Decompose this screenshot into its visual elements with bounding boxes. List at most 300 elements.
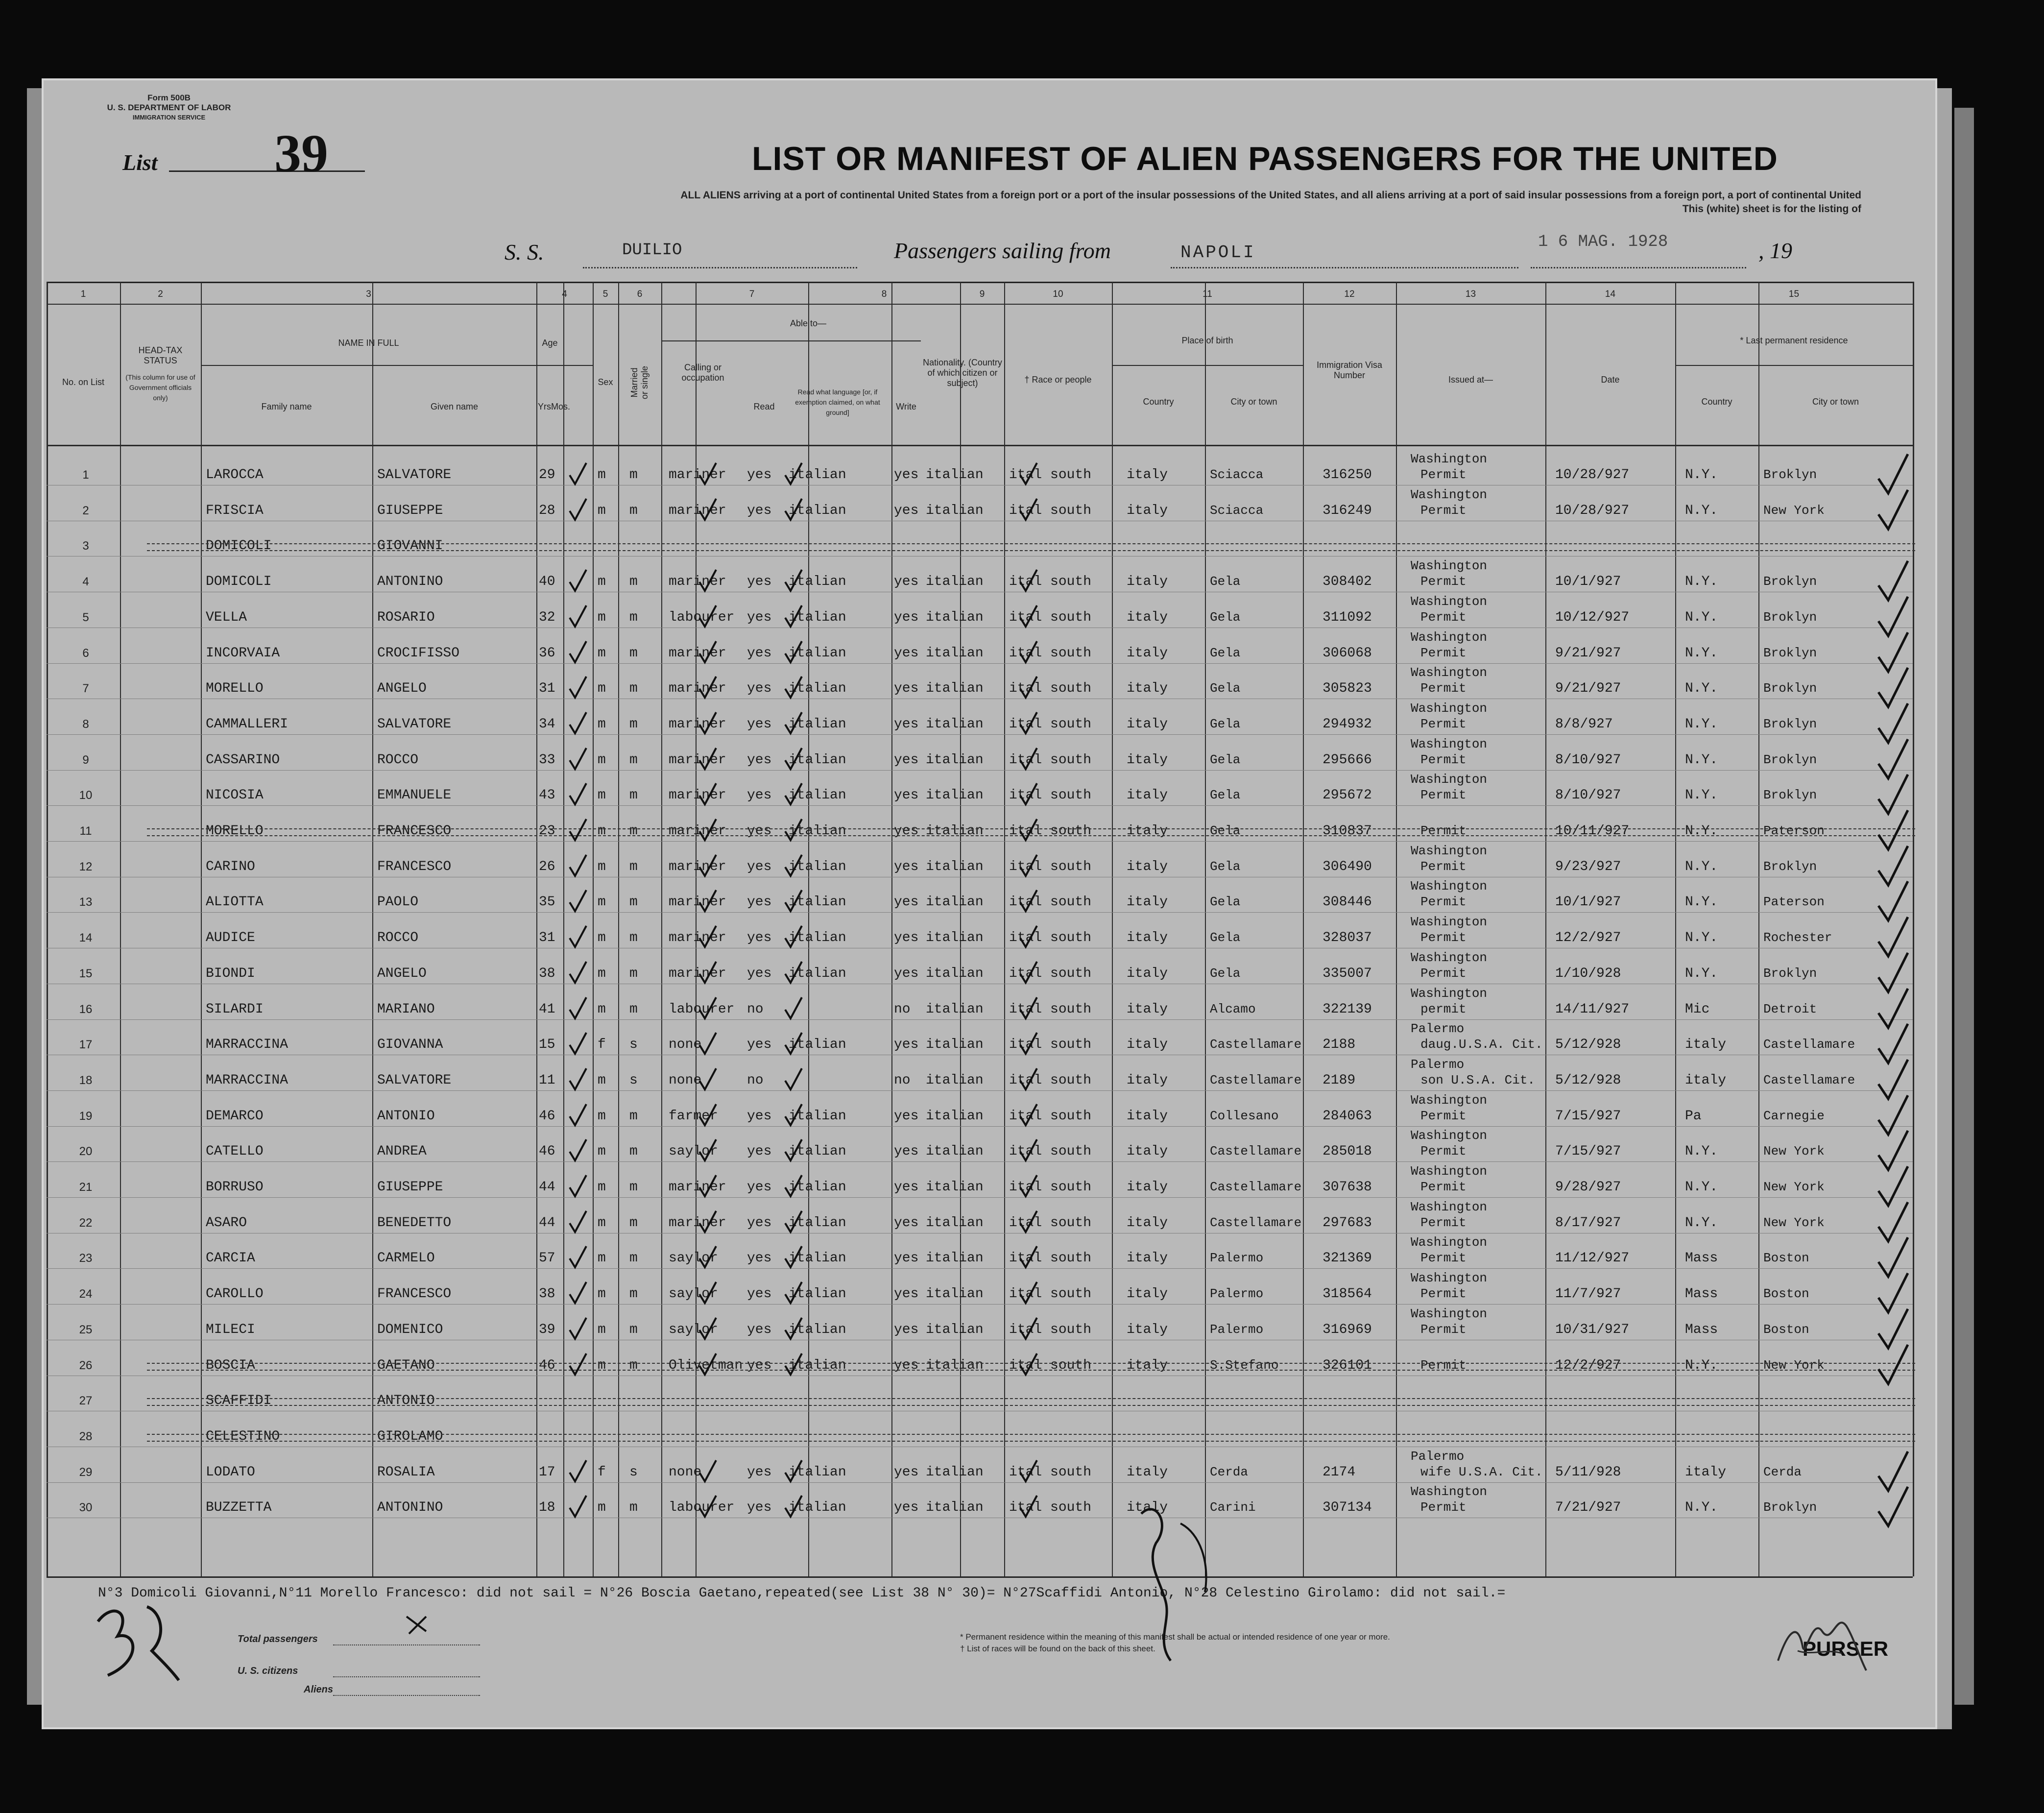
visa-number: 308446 bbox=[1323, 894, 1372, 910]
column-rule bbox=[1205, 282, 1206, 1576]
marital-status: m bbox=[629, 467, 638, 483]
residence-city: Boston bbox=[1763, 1286, 1809, 1302]
residence-country: N.Y. bbox=[1685, 716, 1718, 732]
family-name: CATELLO bbox=[206, 1144, 264, 1160]
can-write: no bbox=[894, 1072, 911, 1088]
issued-at-place: Washington bbox=[1411, 879, 1488, 894]
read-language: italian bbox=[789, 1180, 846, 1195]
residence-city: Boston bbox=[1763, 1322, 1809, 1337]
birth-country: italy bbox=[1127, 1144, 1168, 1160]
checkmark-icon bbox=[568, 1494, 588, 1519]
checkmark-icon bbox=[568, 604, 588, 629]
checkmark-icon bbox=[1019, 1174, 1038, 1198]
column-number: 3 bbox=[366, 289, 371, 299]
family-name: SILARDI bbox=[206, 1001, 264, 1017]
checkmark-icon bbox=[568, 924, 588, 949]
issued-at-type: Permit bbox=[1420, 894, 1467, 910]
issue-date: 9/23/927 bbox=[1555, 859, 1621, 874]
issue-date: 8/17/927 bbox=[1555, 1215, 1621, 1231]
can-write: yes bbox=[894, 574, 919, 590]
race: ital south bbox=[1009, 1251, 1092, 1266]
birth-country: italy bbox=[1127, 1037, 1168, 1053]
given-name: FRANCESCO bbox=[377, 1286, 452, 1302]
sex: m bbox=[598, 1072, 606, 1088]
visa-number: 322139 bbox=[1323, 1001, 1372, 1017]
family-name: MILECI bbox=[206, 1322, 255, 1337]
age: 35 bbox=[539, 894, 555, 910]
issue-date: 5/11/928 bbox=[1555, 1464, 1621, 1480]
checkmark-icon bbox=[1019, 747, 1038, 771]
sex: m bbox=[598, 1357, 606, 1373]
page-edge-right-2 bbox=[1954, 108, 1974, 1705]
read-language: italian bbox=[789, 1464, 846, 1480]
checkmark-icon bbox=[568, 497, 588, 522]
marital-status: m bbox=[629, 930, 638, 946]
birth-country: italy bbox=[1127, 1251, 1168, 1266]
column-number: 6 bbox=[637, 289, 643, 299]
sex: m bbox=[598, 467, 606, 483]
family-name: DOMICOLI bbox=[206, 574, 272, 590]
column-header-read: Read bbox=[753, 402, 775, 411]
can-write: yes bbox=[894, 681, 919, 697]
birth-country: italy bbox=[1127, 1001, 1168, 1017]
birth-city: Alcamo bbox=[1210, 1001, 1256, 1016]
checkmark-icon bbox=[1019, 604, 1038, 629]
family-name: LODATO bbox=[206, 1464, 255, 1480]
family-name: SCAFFIDI bbox=[206, 1393, 272, 1409]
checkmark-icon bbox=[1019, 711, 1038, 735]
visa-number: 295666 bbox=[1323, 752, 1372, 768]
marital-status: m bbox=[629, 1322, 638, 1337]
page-edge-right bbox=[1937, 88, 1952, 1729]
occupation: mariner bbox=[669, 823, 726, 839]
checkmark-icon bbox=[698, 604, 718, 629]
given-name: MARIANO bbox=[377, 1001, 435, 1017]
column-header-city-or-town: City or town bbox=[1230, 397, 1277, 407]
checkmark-icon bbox=[568, 960, 588, 985]
sex: f bbox=[598, 1464, 606, 1480]
can-write: yes bbox=[894, 1144, 919, 1160]
marital-status: m bbox=[629, 788, 638, 803]
issued-at-place: Washington bbox=[1411, 452, 1488, 466]
issued-at-type: Permit bbox=[1420, 467, 1467, 482]
issued-at-type: Permit bbox=[1420, 1144, 1467, 1159]
sex: m bbox=[598, 1286, 606, 1302]
checkmark-icon bbox=[784, 996, 803, 1020]
issued-at-type: Permit bbox=[1420, 503, 1467, 518]
family-name: CAROLLO bbox=[206, 1286, 264, 1302]
family-name: NICOSIA bbox=[206, 788, 264, 803]
checkmark-icon bbox=[1019, 1494, 1038, 1519]
visa-number: 284063 bbox=[1323, 1108, 1372, 1124]
visa-number: 316250 bbox=[1323, 467, 1372, 483]
issued-at-type: Permit bbox=[1420, 681, 1467, 696]
family-name: FRISCIA bbox=[206, 503, 264, 518]
sex: m bbox=[598, 645, 606, 661]
nationality: italian bbox=[926, 1322, 984, 1337]
checkmark-icon bbox=[698, 1459, 718, 1483]
column-header-issued-at: Issued at— bbox=[1448, 375, 1493, 385]
given-name: CARMELO bbox=[377, 1251, 435, 1266]
subheader-rule bbox=[1112, 365, 1303, 366]
read-language: italian bbox=[789, 1215, 846, 1231]
checkmark-icon bbox=[698, 889, 718, 913]
issued-at-type: Permit bbox=[1420, 716, 1467, 731]
department-name: U. S. DEPARTMENT OF LABOR bbox=[107, 103, 231, 112]
checkmark-icon bbox=[1876, 1484, 1910, 1528]
birth-city: Castellamare bbox=[1210, 1215, 1302, 1230]
nationality: italian bbox=[926, 1001, 984, 1017]
nationality: italian bbox=[926, 574, 984, 590]
age: 46 bbox=[539, 1108, 555, 1124]
residence-city: New York bbox=[1763, 1215, 1825, 1230]
race: ital south bbox=[1009, 645, 1092, 661]
residence-country: N.Y. bbox=[1685, 681, 1718, 697]
birth-country: italy bbox=[1127, 716, 1168, 732]
nationality: italian bbox=[926, 752, 984, 768]
issued-at-type: Permit bbox=[1420, 1180, 1467, 1194]
checkmark-icon bbox=[784, 1316, 803, 1341]
nationality: italian bbox=[926, 645, 984, 661]
birth-country: italy bbox=[1127, 1464, 1168, 1480]
column-number: 15 bbox=[1788, 289, 1800, 299]
checkmark-icon bbox=[698, 1316, 718, 1341]
age: 34 bbox=[539, 716, 555, 732]
race: ital south bbox=[1009, 467, 1092, 483]
checkmark-icon bbox=[784, 497, 803, 522]
birth-city: Palermo bbox=[1210, 1286, 1264, 1302]
can-read: yes bbox=[747, 1108, 772, 1124]
row-number: 15 bbox=[79, 967, 93, 980]
marital-status: m bbox=[629, 1001, 638, 1017]
nationality: italian bbox=[926, 930, 984, 946]
issued-at-type: daug.U.S.A. Cit. bbox=[1420, 1037, 1543, 1052]
residence-city: Detroit bbox=[1763, 1001, 1817, 1016]
residence-country: N.Y. bbox=[1685, 894, 1718, 910]
checkmark-icon bbox=[1019, 853, 1038, 878]
birth-country: italy bbox=[1127, 574, 1168, 590]
issue-date: 7/15/927 bbox=[1555, 1108, 1621, 1124]
given-name: ANDREA bbox=[377, 1144, 427, 1160]
checkmark-icon bbox=[698, 853, 718, 878]
residence-city: Broklyn bbox=[1763, 788, 1817, 803]
age: 28 bbox=[539, 503, 555, 518]
given-name: BENEDETTO bbox=[377, 1215, 452, 1231]
read-language: italian bbox=[789, 930, 846, 946]
residence-country: N.Y. bbox=[1685, 788, 1718, 803]
read-language: italian bbox=[789, 823, 846, 839]
checkmark-icon bbox=[1019, 1459, 1038, 1483]
residence-city: Castellamare bbox=[1763, 1072, 1855, 1088]
visa-number: 2189 bbox=[1323, 1072, 1356, 1088]
race: ital south bbox=[1009, 1072, 1092, 1088]
checkmark-icon bbox=[1019, 1103, 1038, 1127]
column-rule bbox=[1112, 282, 1113, 1576]
residence-city: Broklyn bbox=[1763, 966, 1817, 981]
can-read: yes bbox=[747, 1144, 772, 1160]
race: ital south bbox=[1009, 1108, 1092, 1124]
issued-at-place: Washington bbox=[1411, 843, 1488, 858]
checkmark-icon bbox=[784, 1067, 803, 1091]
nationality: italian bbox=[926, 609, 984, 625]
issued-at-place: Washington bbox=[1411, 915, 1488, 930]
us-citizens-line bbox=[333, 1676, 480, 1677]
race: ital south bbox=[1009, 930, 1092, 946]
can-read: yes bbox=[747, 1251, 772, 1266]
checkmark-icon bbox=[698, 568, 718, 593]
header-bottom bbox=[47, 445, 1913, 446]
birth-city: Palermo bbox=[1210, 1322, 1264, 1337]
footnote-permanent-residence: * Permanent residence within the meaning of this manifest shall be actual or intended residence of one year or more. bbox=[960, 1632, 1390, 1642]
row-number: 18 bbox=[79, 1073, 93, 1087]
checkmark-icon bbox=[784, 960, 803, 985]
age: 17 bbox=[539, 1464, 555, 1480]
checkmark-icon bbox=[1019, 960, 1038, 985]
column-header-race: † Race or people bbox=[1024, 375, 1092, 385]
sex: m bbox=[598, 930, 606, 946]
row-number: 13 bbox=[79, 895, 93, 909]
family-name: BOSCIA bbox=[206, 1357, 255, 1373]
birth-country: italy bbox=[1127, 1286, 1168, 1302]
checkmark-icon bbox=[698, 1494, 718, 1519]
birth-city: Castellamare bbox=[1210, 1144, 1302, 1159]
marital-status: m bbox=[629, 681, 638, 697]
read-language: italian bbox=[789, 574, 846, 590]
read-language: italian bbox=[789, 467, 846, 483]
residence-country: N.Y. bbox=[1685, 1500, 1718, 1516]
issued-at-type: Permit bbox=[1420, 1108, 1467, 1123]
subheader-rule bbox=[1675, 365, 1913, 366]
can-read: no bbox=[747, 1001, 764, 1017]
read-language: italian bbox=[789, 1286, 846, 1302]
birth-city: Gela bbox=[1210, 894, 1241, 910]
race: ital south bbox=[1009, 788, 1092, 803]
checkmark-icon bbox=[1019, 497, 1038, 522]
given-name: GIUSEPPE bbox=[377, 503, 443, 518]
age: 44 bbox=[539, 1215, 555, 1231]
checkmark-icon bbox=[1876, 1342, 1910, 1386]
checkmark-icon bbox=[1019, 996, 1038, 1020]
can-read: yes bbox=[747, 823, 772, 839]
page-title: LIST OR MANIFEST OF ALIEN PASSENGERS FOR THE UNITED bbox=[752, 140, 1778, 177]
checkmark-icon bbox=[1019, 782, 1038, 806]
issue-date: 10/11/927 bbox=[1555, 823, 1630, 839]
birth-country: italy bbox=[1127, 930, 1168, 946]
row-number: 11 bbox=[79, 824, 92, 838]
marital-status: m bbox=[629, 859, 638, 874]
issued-at-type: Permit bbox=[1420, 574, 1467, 589]
checkmark-icon bbox=[568, 640, 588, 664]
issue-date: 10/28/927 bbox=[1555, 503, 1630, 518]
column-rule bbox=[1545, 282, 1546, 1576]
age: 15 bbox=[539, 1037, 555, 1053]
birth-country: italy bbox=[1127, 966, 1168, 981]
checkmark-icon bbox=[784, 889, 803, 913]
residence-city: Castellamare bbox=[1763, 1037, 1855, 1052]
family-name: MARRACCINA bbox=[206, 1072, 289, 1088]
visa-number: 316969 bbox=[1323, 1322, 1372, 1337]
column-number: 4 bbox=[562, 289, 567, 299]
row-number: 22 bbox=[79, 1216, 93, 1230]
column-header-family-name: Family name bbox=[261, 402, 312, 411]
race: ital south bbox=[1009, 823, 1092, 839]
can-write: yes bbox=[894, 1108, 919, 1124]
purser-signature bbox=[1768, 1602, 1876, 1680]
given-name: ROCCO bbox=[377, 930, 419, 946]
issued-at-type: wife U.S.A. Cit. bbox=[1420, 1464, 1543, 1479]
column-number: 12 bbox=[1344, 289, 1355, 299]
issue-date: 9/21/927 bbox=[1555, 645, 1621, 661]
nationality: italian bbox=[926, 1108, 984, 1124]
age: 32 bbox=[539, 609, 555, 625]
read-language: italian bbox=[789, 1251, 846, 1266]
occupation: mariner bbox=[669, 966, 726, 981]
given-name: FRANCESCO bbox=[377, 859, 452, 874]
checkmark-icon bbox=[568, 889, 588, 913]
given-name: CROCIFISSO bbox=[377, 645, 460, 661]
column-rule bbox=[593, 282, 594, 1576]
list-number: 39 bbox=[274, 123, 328, 183]
race: ital south bbox=[1009, 1001, 1092, 1017]
read-language: italian bbox=[789, 1108, 846, 1124]
row-divider bbox=[47, 805, 1913, 806]
read-language: italian bbox=[789, 1500, 846, 1516]
race: ital south bbox=[1009, 1500, 1092, 1516]
checkmark-icon bbox=[568, 1316, 588, 1341]
column-rule bbox=[47, 282, 48, 1576]
can-read: yes bbox=[747, 788, 772, 803]
checkmark-icon bbox=[698, 640, 718, 664]
row-divider bbox=[47, 1482, 1913, 1483]
row-number: 30 bbox=[79, 1501, 93, 1515]
age: 36 bbox=[539, 645, 555, 661]
residence-city: Broklyn bbox=[1763, 1500, 1817, 1515]
marital-status: m bbox=[629, 752, 638, 768]
row-number: 7 bbox=[82, 682, 89, 696]
age: 33 bbox=[539, 752, 555, 768]
issue-date: 8/8/927 bbox=[1555, 716, 1613, 732]
occupation: mariner bbox=[669, 574, 726, 590]
checkmark-icon bbox=[698, 1067, 718, 1091]
column-header-mos: Mos. bbox=[551, 402, 571, 411]
age: 39 bbox=[539, 1322, 555, 1337]
residence-city: New York bbox=[1763, 1357, 1825, 1373]
column-header-res-city: City or town bbox=[1812, 397, 1859, 407]
birth-country: italy bbox=[1127, 859, 1168, 874]
ship-line bbox=[583, 267, 857, 268]
list-label: List bbox=[122, 150, 158, 175]
residence-country: N.Y. bbox=[1685, 574, 1718, 590]
checkmark-icon bbox=[784, 853, 803, 878]
can-read: yes bbox=[747, 716, 772, 732]
birth-country: italy bbox=[1127, 645, 1168, 661]
checkmark-icon bbox=[698, 1352, 718, 1377]
checkmark-icon bbox=[1019, 924, 1038, 949]
race: ital south bbox=[1009, 1037, 1092, 1053]
residence-country: Mic bbox=[1685, 1001, 1710, 1017]
issue-date: 12/2/927 bbox=[1555, 930, 1621, 946]
issued-at-place: Washington bbox=[1411, 950, 1488, 965]
occupation: Olivetman bbox=[669, 1357, 743, 1373]
can-write: yes bbox=[894, 788, 919, 803]
column-header-yrs: Yrs. bbox=[538, 402, 554, 411]
birth-city: Gela bbox=[1210, 716, 1241, 731]
can-read: yes bbox=[747, 1322, 772, 1337]
birth-city: Gela bbox=[1210, 645, 1241, 660]
sex: m bbox=[598, 1322, 606, 1337]
visa-number: 321369 bbox=[1323, 1251, 1372, 1266]
port-name: NAPOLI bbox=[1180, 242, 1256, 263]
nationality: italian bbox=[926, 1357, 984, 1373]
read-language: italian bbox=[789, 1144, 846, 1160]
column-number: 14 bbox=[1605, 289, 1616, 299]
marital-status: m bbox=[629, 609, 638, 625]
checkmark-icon bbox=[568, 853, 588, 878]
sex: m bbox=[598, 716, 606, 732]
can-write: yes bbox=[894, 1037, 919, 1053]
row-number: 27 bbox=[79, 1394, 93, 1408]
checkmark-icon bbox=[568, 1031, 588, 1056]
given-name: FRANCESCO bbox=[377, 823, 452, 839]
visa-number: 335007 bbox=[1323, 966, 1372, 981]
residence-country: Pa bbox=[1685, 1108, 1702, 1124]
residence-country: N.Y. bbox=[1685, 503, 1718, 518]
row-divider bbox=[47, 1090, 1913, 1091]
nationality: italian bbox=[926, 503, 984, 518]
can-write: yes bbox=[894, 1464, 919, 1480]
age: 18 bbox=[539, 1500, 555, 1516]
issue-date: 10/12/927 bbox=[1555, 609, 1630, 625]
row-number: 1 bbox=[82, 468, 89, 482]
subtitle-line-1: ALL ALIENS arriving at a port of continental United States from a foreign port or a port of the insular possessions of the United States, and all aliens arriving at a port of said insular possessions from a foreign port, a port of continental United bbox=[680, 190, 1861, 201]
total-passengers-label: Total passengers bbox=[238, 1634, 318, 1644]
can-read: yes bbox=[747, 894, 772, 910]
occupation: mariner bbox=[669, 859, 726, 874]
marital-status: m bbox=[629, 1215, 638, 1231]
residence-city: Boston bbox=[1763, 1251, 1809, 1266]
column-header-head-tax-note: (This column for use of Government officials only) bbox=[125, 373, 195, 402]
checkmark-icon bbox=[568, 711, 588, 735]
column-rule bbox=[1675, 282, 1676, 1576]
checkmark-icon bbox=[568, 818, 588, 842]
visa-number: 308402 bbox=[1323, 574, 1372, 590]
given-name: ROSALIA bbox=[377, 1464, 435, 1480]
subtitle-line-2: This (white) sheet is for the listing of bbox=[1682, 203, 1861, 215]
issued-at-place: Washington bbox=[1411, 558, 1488, 574]
given-name: SALVATORE bbox=[377, 467, 452, 483]
residence-country: Mass bbox=[1685, 1286, 1718, 1302]
visa-number: 2174 bbox=[1323, 1464, 1356, 1480]
occupation: mariner bbox=[669, 752, 726, 768]
birth-city: Gela bbox=[1210, 823, 1241, 838]
row-number: 3 bbox=[82, 539, 89, 553]
family-name: LAROCCA bbox=[206, 467, 264, 483]
checkmark-icon bbox=[784, 1245, 803, 1269]
occupation: mariner bbox=[669, 645, 726, 661]
can-write: yes bbox=[894, 930, 919, 946]
checkmark-icon bbox=[698, 1209, 718, 1234]
checkmark-icon bbox=[698, 461, 718, 486]
checkmark-icon bbox=[568, 1067, 588, 1091]
checkmark-icon bbox=[784, 1494, 803, 1519]
residence-city: Broklyn bbox=[1763, 716, 1817, 731]
checkmark-icon bbox=[784, 1031, 803, 1056]
marital-status: m bbox=[629, 1357, 638, 1373]
column-header-last-residence: * Last permanent residence bbox=[1740, 336, 1848, 345]
visa-number: 326101 bbox=[1323, 1357, 1372, 1373]
birth-country: italy bbox=[1127, 1322, 1168, 1337]
residence-city: Broklyn bbox=[1763, 574, 1817, 589]
